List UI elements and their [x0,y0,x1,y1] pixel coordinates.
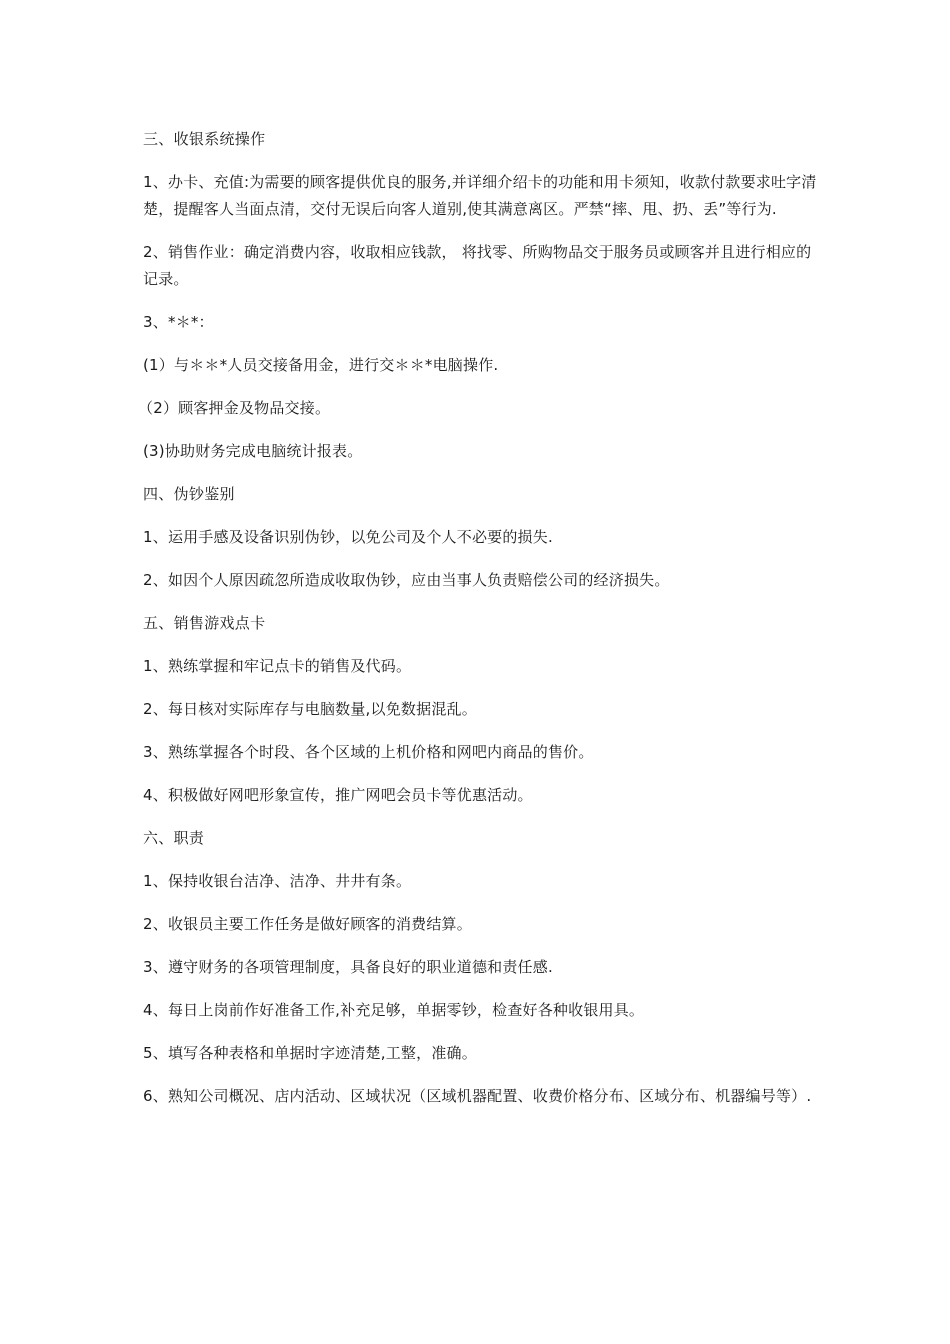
paragraph-game-cards-1: 1、熟练掌握和牢记点卡的销售及代码。 [143,657,412,675]
paragraph-duties-3: 3、遵守财务的各项管理制度，具备良好的职业道德和责任感. [143,958,553,976]
paragraph-counterfeit-2: 2、如因个人原因疏忽所造成收取伪钞，应由当事人负责赔偿公司的经济损失。 [143,571,670,589]
paragraph-counterfeit-1: 1、运用手感及设备识别伪钞，以免公司及个人不必要的损失. [143,528,553,546]
paragraph-sales-operation: 2、销售作业：确定消费内容，收取相应钱款， 将找零、所购物品交于服务员或顾客并且进行相应的记录。 [143,243,812,288]
paragraph-handover-3: (3)协助财务完成电脑统计报表。 [143,442,363,460]
paragraph-duties-1: 1、保持收银台洁净、洁净、井井有条。 [143,872,412,890]
section-heading-cashier-system: 三、收银系统操作 [143,130,266,148]
section-heading-game-cards: 五、销售游戏点卡 [143,614,266,632]
paragraph-handover-2: （2）顾客押金及物品交接。 [138,399,331,417]
paragraph-duties-6: 6、熟知公司概况、店内活动、区域状况（区域机器配置、收费价格分布、区域分布、机器编号等）. [143,1087,812,1105]
section-heading-counterfeit: 四、伪钞鉴别 [143,485,235,503]
section-heading-duties: 六、职责 [143,829,205,847]
paragraph-game-cards-3: 3、熟练掌握各个时段、各个区域的上机价格和网吧内商品的售价。 [143,743,594,761]
paragraph-card-recharge: 1、办卡、充值:为需要的顾客提供优良的服务,并详细介绍卡的功能和用卡须知，收款付款要求吐字清楚，提醒客人当面点清，交付无误后向客人道别,使其满意离区。严禁“摔、甩、扔、丢”等行为. [143,173,817,218]
paragraph-handover-1: (1）与＊＊*人员交接备用金，进行交＊＊*电脑操作. [143,356,499,374]
paragraph-duties-4: 4、每日上岗前作好准备工作,补充足够，单据零钞，检查好各种收银用具。 [143,1001,645,1019]
document-body [138,126,823,1126]
paragraph-duties-2: 2、收银员主要工作任务是做好顾客的消费结算。 [143,915,472,933]
paragraph-duties-5: 5、填写各种表格和单据时字迹清楚,工整，准确。 [143,1044,477,1062]
paragraph-game-cards-2: 2、每日核对实际库存与电脑数量,以免数据混乱。 [143,700,477,718]
paragraph-game-cards-4: 4、积极做好网吧形象宣传，推广网吧会员卡等优惠活动。 [143,786,533,804]
paragraph-handover-title: 3、*＊*： [143,313,214,331]
